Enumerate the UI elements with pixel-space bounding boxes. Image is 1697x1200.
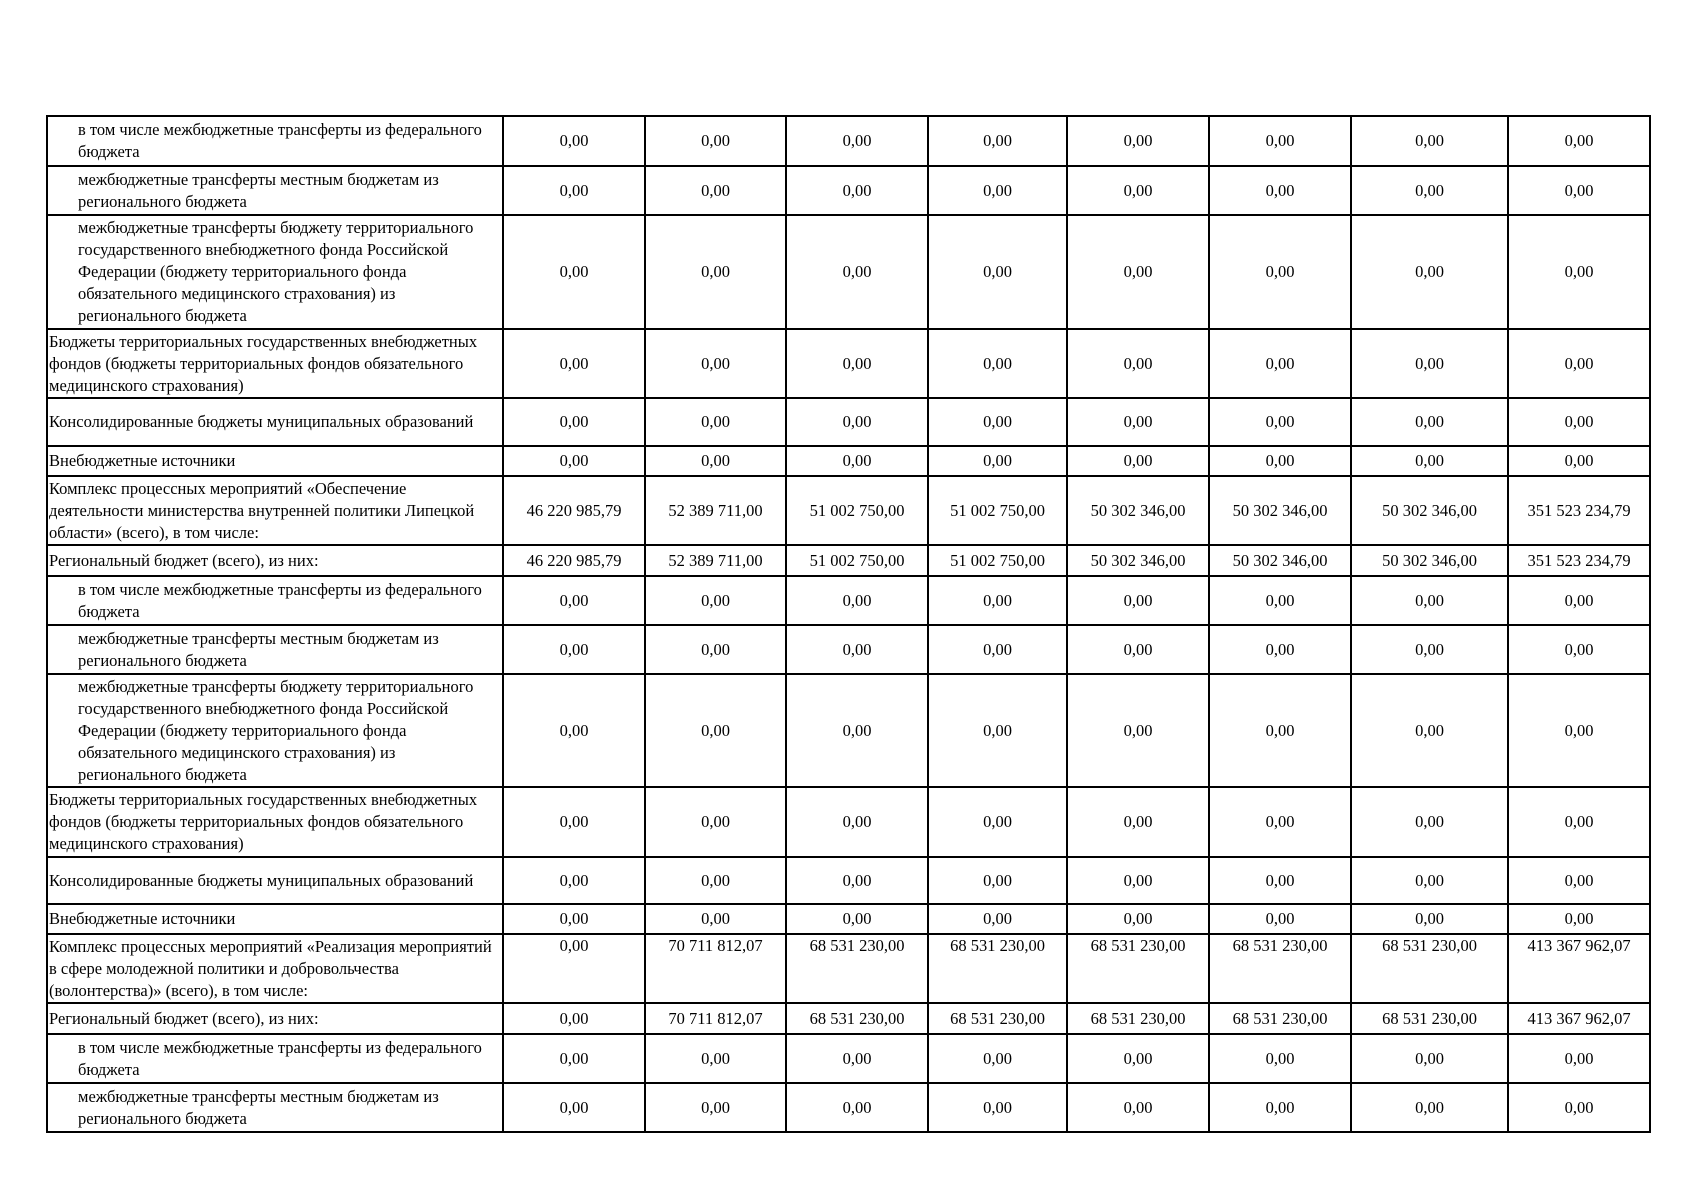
value-cell: 0,00 bbox=[1351, 329, 1508, 398]
value-cell: 0,00 bbox=[1508, 576, 1650, 625]
value-cell: 0,00 bbox=[786, 166, 928, 215]
value-cell: 68 531 230,00 bbox=[1209, 934, 1351, 1003]
value-cell: 51 002 750,00 bbox=[786, 476, 928, 545]
value-cell: 50 302 346,00 bbox=[1067, 476, 1209, 545]
value-cell: 0,00 bbox=[503, 934, 645, 1003]
value-cell: 46 220 985,79 bbox=[503, 476, 645, 545]
value-cell: 0,00 bbox=[786, 215, 928, 329]
value-cell: 0,00 bbox=[786, 857, 928, 904]
value-cell: 0,00 bbox=[1067, 329, 1209, 398]
value-cell: 0,00 bbox=[1209, 1034, 1351, 1083]
value-cell: 46 220 985,79 bbox=[503, 545, 645, 576]
value-cell: 351 523 234,79 bbox=[1508, 545, 1650, 576]
row-label: Внебюджетные источники bbox=[47, 446, 503, 476]
value-cell: 52 389 711,00 bbox=[645, 545, 786, 576]
value-cell: 0,00 bbox=[503, 1083, 645, 1132]
row-label: Комплекс процессных мероприятий «Обеспечение деятельности министерства внутренней политики Липецкой области» (всего), в том числе: bbox=[47, 476, 503, 545]
value-cell: 0,00 bbox=[928, 674, 1067, 787]
value-cell: 0,00 bbox=[1067, 904, 1209, 934]
value-cell: 50 302 346,00 bbox=[1351, 476, 1508, 545]
row-label: Внебюджетные источники bbox=[47, 904, 503, 934]
row-label: межбюджетные трансферты бюджету территориального государственного внебюджетного фонда Российской Федерации (бюджету территориального фонда обязательного медицинского страхования) из регионального бюджета bbox=[47, 674, 503, 787]
value-cell: 51 002 750,00 bbox=[928, 476, 1067, 545]
table-row bbox=[47, 166, 1650, 215]
table-row bbox=[47, 446, 1650, 476]
value-cell: 0,00 bbox=[645, 116, 786, 166]
value-cell: 0,00 bbox=[1209, 446, 1351, 476]
row-label: межбюджетные трансферты местным бюджетам из регионального бюджета bbox=[47, 1083, 503, 1132]
value-cell: 0,00 bbox=[645, 398, 786, 446]
value-cell: 0,00 bbox=[1351, 674, 1508, 787]
row-label: Региональный бюджет (всего), из них: bbox=[47, 545, 503, 576]
value-cell: 51 002 750,00 bbox=[928, 545, 1067, 576]
table-row bbox=[47, 1083, 1650, 1132]
row-label: в том числе межбюджетные трансферты из федерального бюджета bbox=[47, 576, 503, 625]
value-cell: 0,00 bbox=[928, 166, 1067, 215]
table-row bbox=[47, 1034, 1650, 1083]
value-cell: 0,00 bbox=[1067, 857, 1209, 904]
value-cell: 0,00 bbox=[928, 215, 1067, 329]
value-cell: 351 523 234,79 bbox=[1508, 476, 1650, 545]
value-cell: 51 002 750,00 bbox=[786, 545, 928, 576]
value-cell: 68 531 230,00 bbox=[786, 1003, 928, 1034]
table-row bbox=[47, 329, 1650, 398]
value-cell: 52 389 711,00 bbox=[645, 476, 786, 545]
value-cell: 0,00 bbox=[1351, 215, 1508, 329]
value-cell: 0,00 bbox=[1067, 576, 1209, 625]
value-cell: 0,00 bbox=[786, 116, 928, 166]
row-label: Бюджеты территориальных государственных внебюджетных фондов (бюджеты территориальных фондов обязательного медицинского страхования) bbox=[47, 329, 503, 398]
value-cell: 0,00 bbox=[1067, 166, 1209, 215]
value-cell: 0,00 bbox=[928, 398, 1067, 446]
value-cell: 0,00 bbox=[928, 787, 1067, 857]
value-cell: 0,00 bbox=[928, 329, 1067, 398]
value-cell: 0,00 bbox=[928, 857, 1067, 904]
value-cell: 0,00 bbox=[1067, 446, 1209, 476]
value-cell: 0,00 bbox=[503, 625, 645, 674]
value-cell: 0,00 bbox=[645, 1083, 786, 1132]
table-row bbox=[47, 398, 1650, 446]
table-row bbox=[47, 476, 1650, 545]
value-cell: 0,00 bbox=[1209, 116, 1351, 166]
row-label: Бюджеты территориальных государственных внебюджетных фондов (бюджеты территориальных фондов обязательного медицинского страхования) bbox=[47, 787, 503, 857]
value-cell: 0,00 bbox=[503, 116, 645, 166]
value-cell: 0,00 bbox=[1508, 215, 1650, 329]
value-cell: 0,00 bbox=[1508, 904, 1650, 934]
value-cell: 0,00 bbox=[503, 1003, 645, 1034]
row-label: Комплекс процессных мероприятий «Реализация мероприятий в сфере молодежной политики и добровольчества (волонтерства)» (всего), в том числе: bbox=[47, 934, 503, 1003]
value-cell: 68 531 230,00 bbox=[1067, 934, 1209, 1003]
table-row bbox=[47, 576, 1650, 625]
value-cell: 0,00 bbox=[1209, 625, 1351, 674]
value-cell: 0,00 bbox=[1351, 166, 1508, 215]
row-label: в том числе межбюджетные трансферты из федерального бюджета bbox=[47, 116, 503, 166]
value-cell: 0,00 bbox=[503, 674, 645, 787]
value-cell: 50 302 346,00 bbox=[1209, 545, 1351, 576]
row-label: межбюджетные трансферты местным бюджетам из регионального бюджета bbox=[47, 625, 503, 674]
value-cell: 0,00 bbox=[1209, 904, 1351, 934]
value-cell: 0,00 bbox=[1351, 398, 1508, 446]
table-row bbox=[47, 545, 1650, 576]
value-cell: 70 711 812,07 bbox=[645, 1003, 786, 1034]
value-cell: 0,00 bbox=[1351, 1083, 1508, 1132]
value-cell: 0,00 bbox=[1508, 116, 1650, 166]
value-cell: 0,00 bbox=[645, 446, 786, 476]
row-label: в том числе межбюджетные трансферты из федерального бюджета bbox=[47, 1034, 503, 1083]
value-cell: 0,00 bbox=[786, 446, 928, 476]
value-cell: 0,00 bbox=[1209, 787, 1351, 857]
value-cell: 0,00 bbox=[1508, 674, 1650, 787]
value-cell: 0,00 bbox=[786, 1034, 928, 1083]
value-cell: 0,00 bbox=[1351, 576, 1508, 625]
value-cell: 0,00 bbox=[786, 576, 928, 625]
value-cell: 0,00 bbox=[503, 446, 645, 476]
value-cell: 0,00 bbox=[786, 398, 928, 446]
value-cell: 0,00 bbox=[503, 576, 645, 625]
value-cell: 0,00 bbox=[928, 446, 1067, 476]
value-cell: 0,00 bbox=[1209, 857, 1351, 904]
value-cell: 0,00 bbox=[503, 857, 645, 904]
row-label: межбюджетные трансферты местным бюджетам из регионального бюджета bbox=[47, 166, 503, 215]
value-cell: 0,00 bbox=[786, 674, 928, 787]
row-label: межбюджетные трансферты бюджету территориального государственного внебюджетного фонда Российской Федерации (бюджету территориального фонда обязательного медицинского страхования) из регионального бюджета bbox=[47, 215, 503, 329]
value-cell: 0,00 bbox=[645, 787, 786, 857]
value-cell: 0,00 bbox=[786, 904, 928, 934]
value-cell: 0,00 bbox=[1351, 904, 1508, 934]
value-cell: 0,00 bbox=[1209, 1083, 1351, 1132]
value-cell: 0,00 bbox=[645, 329, 786, 398]
value-cell: 0,00 bbox=[1067, 674, 1209, 787]
value-cell: 0,00 bbox=[1508, 398, 1650, 446]
value-cell: 413 367 962,07 bbox=[1508, 934, 1650, 1003]
value-cell: 0,00 bbox=[928, 1034, 1067, 1083]
value-cell: 0,00 bbox=[1508, 857, 1650, 904]
value-cell: 68 531 230,00 bbox=[1351, 1003, 1508, 1034]
value-cell: 0,00 bbox=[1508, 446, 1650, 476]
value-cell: 0,00 bbox=[1209, 398, 1351, 446]
value-cell: 0,00 bbox=[645, 215, 786, 329]
value-cell: 50 302 346,00 bbox=[1209, 476, 1351, 545]
value-cell: 0,00 bbox=[928, 1083, 1067, 1132]
value-cell: 0,00 bbox=[1508, 1034, 1650, 1083]
value-cell: 0,00 bbox=[503, 166, 645, 215]
value-cell: 0,00 bbox=[1209, 576, 1351, 625]
value-cell: 0,00 bbox=[1351, 625, 1508, 674]
table-row bbox=[47, 116, 1650, 166]
value-cell: 0,00 bbox=[1067, 215, 1209, 329]
value-cell: 0,00 bbox=[1067, 1034, 1209, 1083]
value-cell: 0,00 bbox=[928, 625, 1067, 674]
value-cell: 68 531 230,00 bbox=[928, 1003, 1067, 1034]
value-cell: 0,00 bbox=[503, 329, 645, 398]
value-cell: 68 531 230,00 bbox=[1351, 934, 1508, 1003]
value-cell: 0,00 bbox=[786, 1083, 928, 1132]
value-cell: 0,00 bbox=[503, 215, 645, 329]
value-cell: 0,00 bbox=[1067, 1083, 1209, 1132]
value-cell: 0,00 bbox=[645, 576, 786, 625]
table-row bbox=[47, 787, 1650, 857]
value-cell: 68 531 230,00 bbox=[928, 934, 1067, 1003]
value-cell: 0,00 bbox=[928, 904, 1067, 934]
table-row bbox=[47, 625, 1650, 674]
value-cell: 0,00 bbox=[1209, 329, 1351, 398]
value-cell: 0,00 bbox=[1351, 857, 1508, 904]
value-cell: 0,00 bbox=[503, 787, 645, 857]
value-cell: 0,00 bbox=[1351, 1034, 1508, 1083]
value-cell: 0,00 bbox=[1351, 116, 1508, 166]
value-cell: 0,00 bbox=[1351, 787, 1508, 857]
table-row bbox=[47, 215, 1650, 329]
value-cell: 0,00 bbox=[1067, 787, 1209, 857]
value-cell: 0,00 bbox=[503, 904, 645, 934]
value-cell: 0,00 bbox=[503, 1034, 645, 1083]
value-cell: 0,00 bbox=[1508, 625, 1650, 674]
value-cell: 0,00 bbox=[1508, 1083, 1650, 1132]
table-body bbox=[47, 116, 1650, 1132]
table-row bbox=[47, 934, 1650, 1003]
value-cell: 0,00 bbox=[1508, 329, 1650, 398]
table-row bbox=[47, 1003, 1650, 1034]
value-cell: 0,00 bbox=[786, 625, 928, 674]
value-cell: 68 531 230,00 bbox=[1209, 1003, 1351, 1034]
value-cell: 0,00 bbox=[645, 674, 786, 787]
value-cell: 0,00 bbox=[645, 625, 786, 674]
value-cell: 0,00 bbox=[503, 398, 645, 446]
value-cell: 68 531 230,00 bbox=[1067, 1003, 1209, 1034]
table-row bbox=[47, 674, 1650, 787]
value-cell: 0,00 bbox=[786, 787, 928, 857]
budget-table bbox=[46, 115, 1651, 1133]
value-cell: 0,00 bbox=[645, 1034, 786, 1083]
value-cell: 0,00 bbox=[1209, 166, 1351, 215]
value-cell: 0,00 bbox=[1209, 674, 1351, 787]
value-cell: 0,00 bbox=[645, 857, 786, 904]
row-label: Консолидированные бюджеты муниципальных образований bbox=[47, 398, 503, 446]
table-row bbox=[47, 904, 1650, 934]
row-label: Консолидированные бюджеты муниципальных образований bbox=[47, 857, 503, 904]
value-cell: 0,00 bbox=[1209, 215, 1351, 329]
value-cell: 0,00 bbox=[786, 329, 928, 398]
value-cell: 413 367 962,07 bbox=[1508, 1003, 1650, 1034]
row-label: Региональный бюджет (всего), из них: bbox=[47, 1003, 503, 1034]
value-cell: 70 711 812,07 bbox=[645, 934, 786, 1003]
value-cell: 68 531 230,00 bbox=[786, 934, 928, 1003]
value-cell: 0,00 bbox=[928, 116, 1067, 166]
value-cell: 50 302 346,00 bbox=[1351, 545, 1508, 576]
value-cell: 0,00 bbox=[645, 166, 786, 215]
table-row bbox=[47, 857, 1650, 904]
value-cell: 0,00 bbox=[928, 576, 1067, 625]
value-cell: 0,00 bbox=[1067, 398, 1209, 446]
value-cell: 0,00 bbox=[1351, 446, 1508, 476]
value-cell: 0,00 bbox=[1508, 787, 1650, 857]
value-cell: 0,00 bbox=[1067, 116, 1209, 166]
value-cell: 0,00 bbox=[1067, 625, 1209, 674]
value-cell: 50 302 346,00 bbox=[1067, 545, 1209, 576]
value-cell: 0,00 bbox=[645, 904, 786, 934]
value-cell: 0,00 bbox=[1508, 166, 1650, 215]
